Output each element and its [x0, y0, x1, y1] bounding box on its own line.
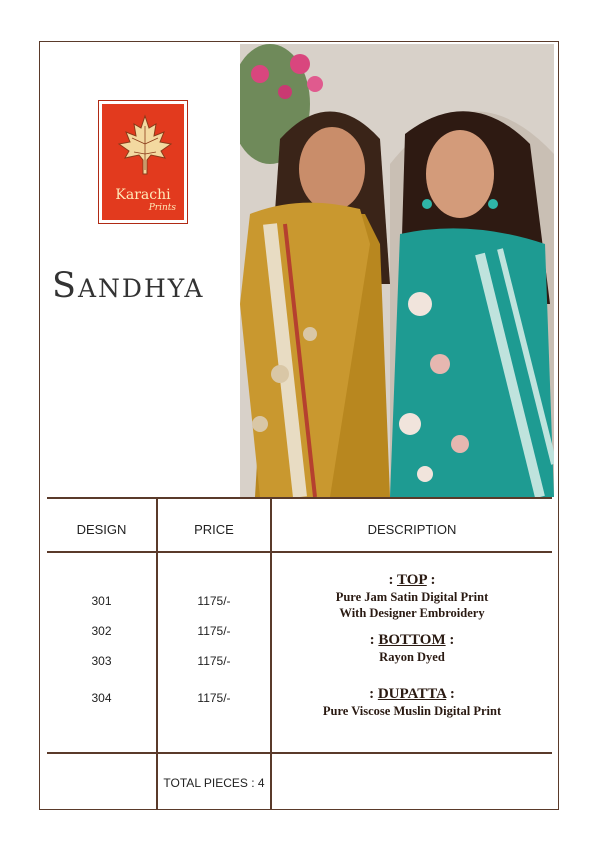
price-302: 1175/- — [197, 624, 231, 638]
brand-sub: Prints — [148, 203, 176, 213]
brand-logo — [99, 101, 187, 223]
right-model — [390, 111, 554, 497]
desc-dupatta-label: DUPATTA — [377, 686, 447, 702]
brand-name: Karachi — [115, 187, 171, 203]
desc-bottom: : BOTTOM : Rayon Dyed — [272, 632, 552, 665]
desc-bottom-line-1: Rayon Dyed — [379, 650, 445, 664]
catalog-title: Sandhya — [52, 266, 205, 306]
desc-top-line-2: With Designer Embroidery — [339, 606, 485, 620]
desc-top: : TOP : Pure Jam Satin Digital Print With Designer Embroidery — [272, 572, 552, 621]
design-304: 304 — [91, 691, 112, 705]
table-col-divider-1 — [156, 497, 158, 809]
header-price: PRICE — [194, 522, 234, 537]
desc-top-line-1: Pure Jam Satin Digital Print — [335, 590, 489, 604]
total-pieces: TOTAL PIECES : 4 — [163, 776, 265, 790]
models-photo — [240, 44, 554, 497]
price-303: 1175/- — [197, 654, 231, 668]
desc-top-label: TOP — [396, 572, 427, 588]
price-304: 1175/- — [197, 691, 231, 705]
desc-bottom-label: BOTTOM — [378, 632, 446, 648]
header-description: DESCRIPTION — [367, 522, 457, 537]
table-rule-header — [47, 551, 552, 553]
table-rule-top — [47, 497, 552, 499]
desc-dupatta-line-1: Pure Viscose Muslin Digital Print — [322, 704, 502, 718]
table-rule-bottom — [47, 752, 552, 754]
desc-dupatta: : DUPATTA : Pure Viscose Muslin Digital Print — [272, 686, 552, 719]
header-design: DESIGN — [76, 522, 127, 537]
design-301: 301 — [91, 594, 112, 608]
design-303: 303 — [91, 654, 112, 668]
maple-leaf-icon — [116, 114, 174, 176]
price-301: 1175/- — [197, 594, 231, 608]
design-302: 302 — [91, 624, 112, 638]
